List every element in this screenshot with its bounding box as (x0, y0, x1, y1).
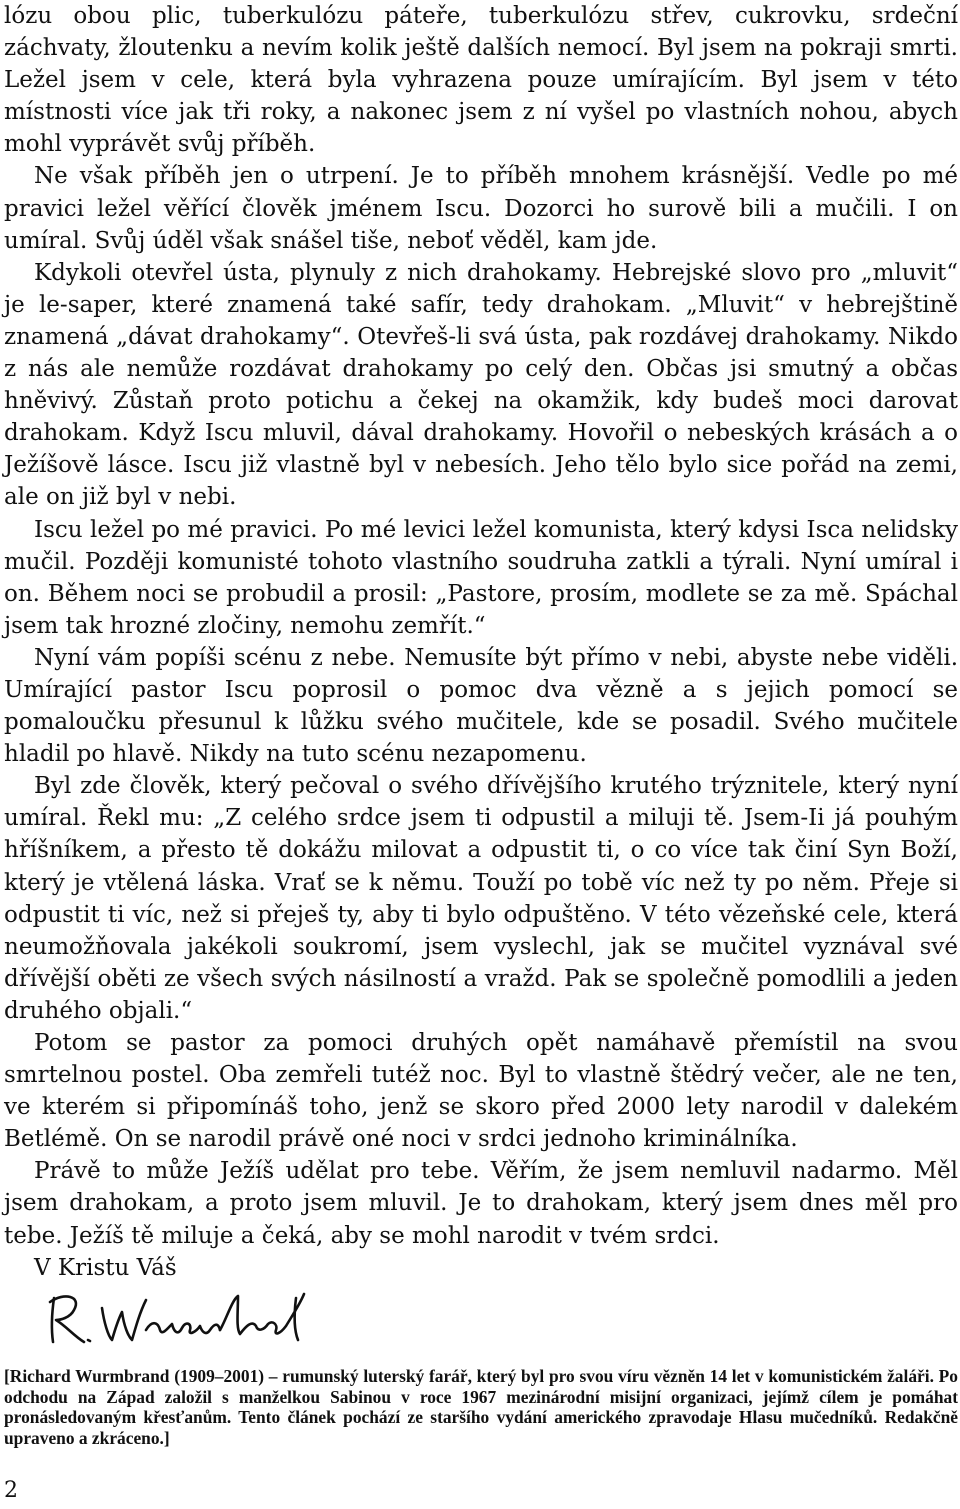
paragraph-1: lózu obou plic, tuberkulózu páteře, tuberkulózu střev, cukrovku, srdeční záchvaty, žloutenku a nevím kolik ještě dalších nemocí. Byl jsem na pokraji smrti. Ležel jsem v cele, která byla vyhrazena pouze umírajícím. Byl jsem v této místnosti více jak tři roky, a nakonec jsem z ní vyšel po vlastních nohou, abych mohl vyprávět svůj příběh. (4, 3, 958, 158)
author-bio-note: [Richard Wurmbrand (1909–2001) – rumunský luterský farář, který byl pro svou víru vězněn 14 let v komunistickém žaláři. Po odchodu na Západ založil s manželkou Sabinou v roce 1967 mezinárodní misijní organizaci, jejímž cílem je pomáhat pronásledovaným křesťanům. Tento článek pochází ze staršího vydání amerického zpravodaje Hlasu mučedníků. Redakčně upraveno a zkráceno.] (4, 1366, 958, 1448)
paragraph-3: Kdykoli otevřel ústa, plynuly z nich drahokamy. Hebrejské slovo pro „mluvit“ je le-saper, které znamená také safír, tedy drahokam. „Mluvit“ v hebrejštině znamená „dávat drahokamy“. Otevřeš-li svá ústa, pak rozdávej drahokamy. Nikdo z nás ale nemůže rozdávat drahokamy po celý den. Občas jsi smutný a občas hněvivý. Zůstaň proto potichu a čekej na okamžik, kdy budeš moci darovat drahokam. Když Iscu mluvil, dával drahokamy. Hovořil o nebeských krásách a o Ježíšově lásce. Iscu již vlastně byl v nebesích. Jeho tělo bylo sice pořád na zemi, ale on již byl v nebi. (4, 259, 958, 511)
closing-salutation: V Kristu Váš (34, 1254, 177, 1281)
paragraph-2: Ne však příběh jen o utrpení. Je to příběh mnohem krásnější. Vedle po mé pravici ležel věřící člověk jménem Iscu. Dozorci ho surově bili a mučili. I on umíral. Svůj úděl však snášel tiše, neboť věděl, kam jde. (4, 163, 958, 254)
paragraph-7: Potom se pastor za pomoci druhých opět namáhavě přemístil na svou smrtelnou postel. Oba zemřeli tutéž noc. Byl to vlastně štědrý večer, ale ne ten, ve kterém si připomínáš toho, jenž se skoro před 2000 lety narodil v dalekém Betlémě. On se narodil právě oné noci v srdci jednoho kriminálníka. (4, 1030, 958, 1153)
page-number: 2 (4, 1478, 18, 1503)
paragraph-4: Iscu ležel po mé pravici. Po mé levici ležel komunista, který kdysi Isca nelidsky mučil. Později komunisté tohoto vlastního soudruha zatkli a týrali. Nyní umíral i on. Během noci se probudil a prosil: „Pastore, prosím, modlete se za mě. Spáchal jsem tak hrozné zločiny, nemohu zemřít.“ (4, 516, 958, 639)
article-body (4, 0, 958, 1284)
paragraph-6: Byl zde člověk, který pečoval o svého dřívějšího krutého trýznitele, který nyní umíral. Řekl mu: „Z celého srdce jsem ti odpustil a miluji tě. Jsem-Ii já pouhým hříšníkem, a přesto tě dokážu milovat a odpustit ti, o co více tak činí Syn Boží, který je vtělená láska. Vrať se k němu. Touží po tobě víc než ty po něm. Přeje si odpustit ti víc, než si přeješ ty, aby ti bylo odpuštěno. V této vězeňské cele, která neumožňovala jakékoli soukromí, jsem vyslechl, jak se mučitel vyznával své dřívější oběti ze všech svých násilností a vražd. Pak se společně pomodlili a jeden druhého objali.“ (4, 773, 958, 1024)
handwritten-signature (42, 1290, 312, 1350)
paragraph-5: Nyní vám popíši scénu z nebe. Nemusíte být přímo v nebi, abyste nebe viděli. Umírající pastor Iscu poprosil o pomoc dva vězně a s jejich pomocí se pomaloučku přesunul k lůžku svého mučitele, kde se posadil. Svého mučitele hladil po hlavě. Nikdy na tuto scénu nezapomenu. (4, 644, 958, 768)
paragraph-8: Právě to může Ježíš udělat pro tebe. Věřím, že jsem nemluvil nadarmo. Měl jsem drahokam, a proto jsem mluvil. Je to drahokam, který jsem dnes měl pro tebe. Ježíš tě miluje a čeká, aby se mohl narodit v tvém srdci. (4, 1158, 958, 1249)
